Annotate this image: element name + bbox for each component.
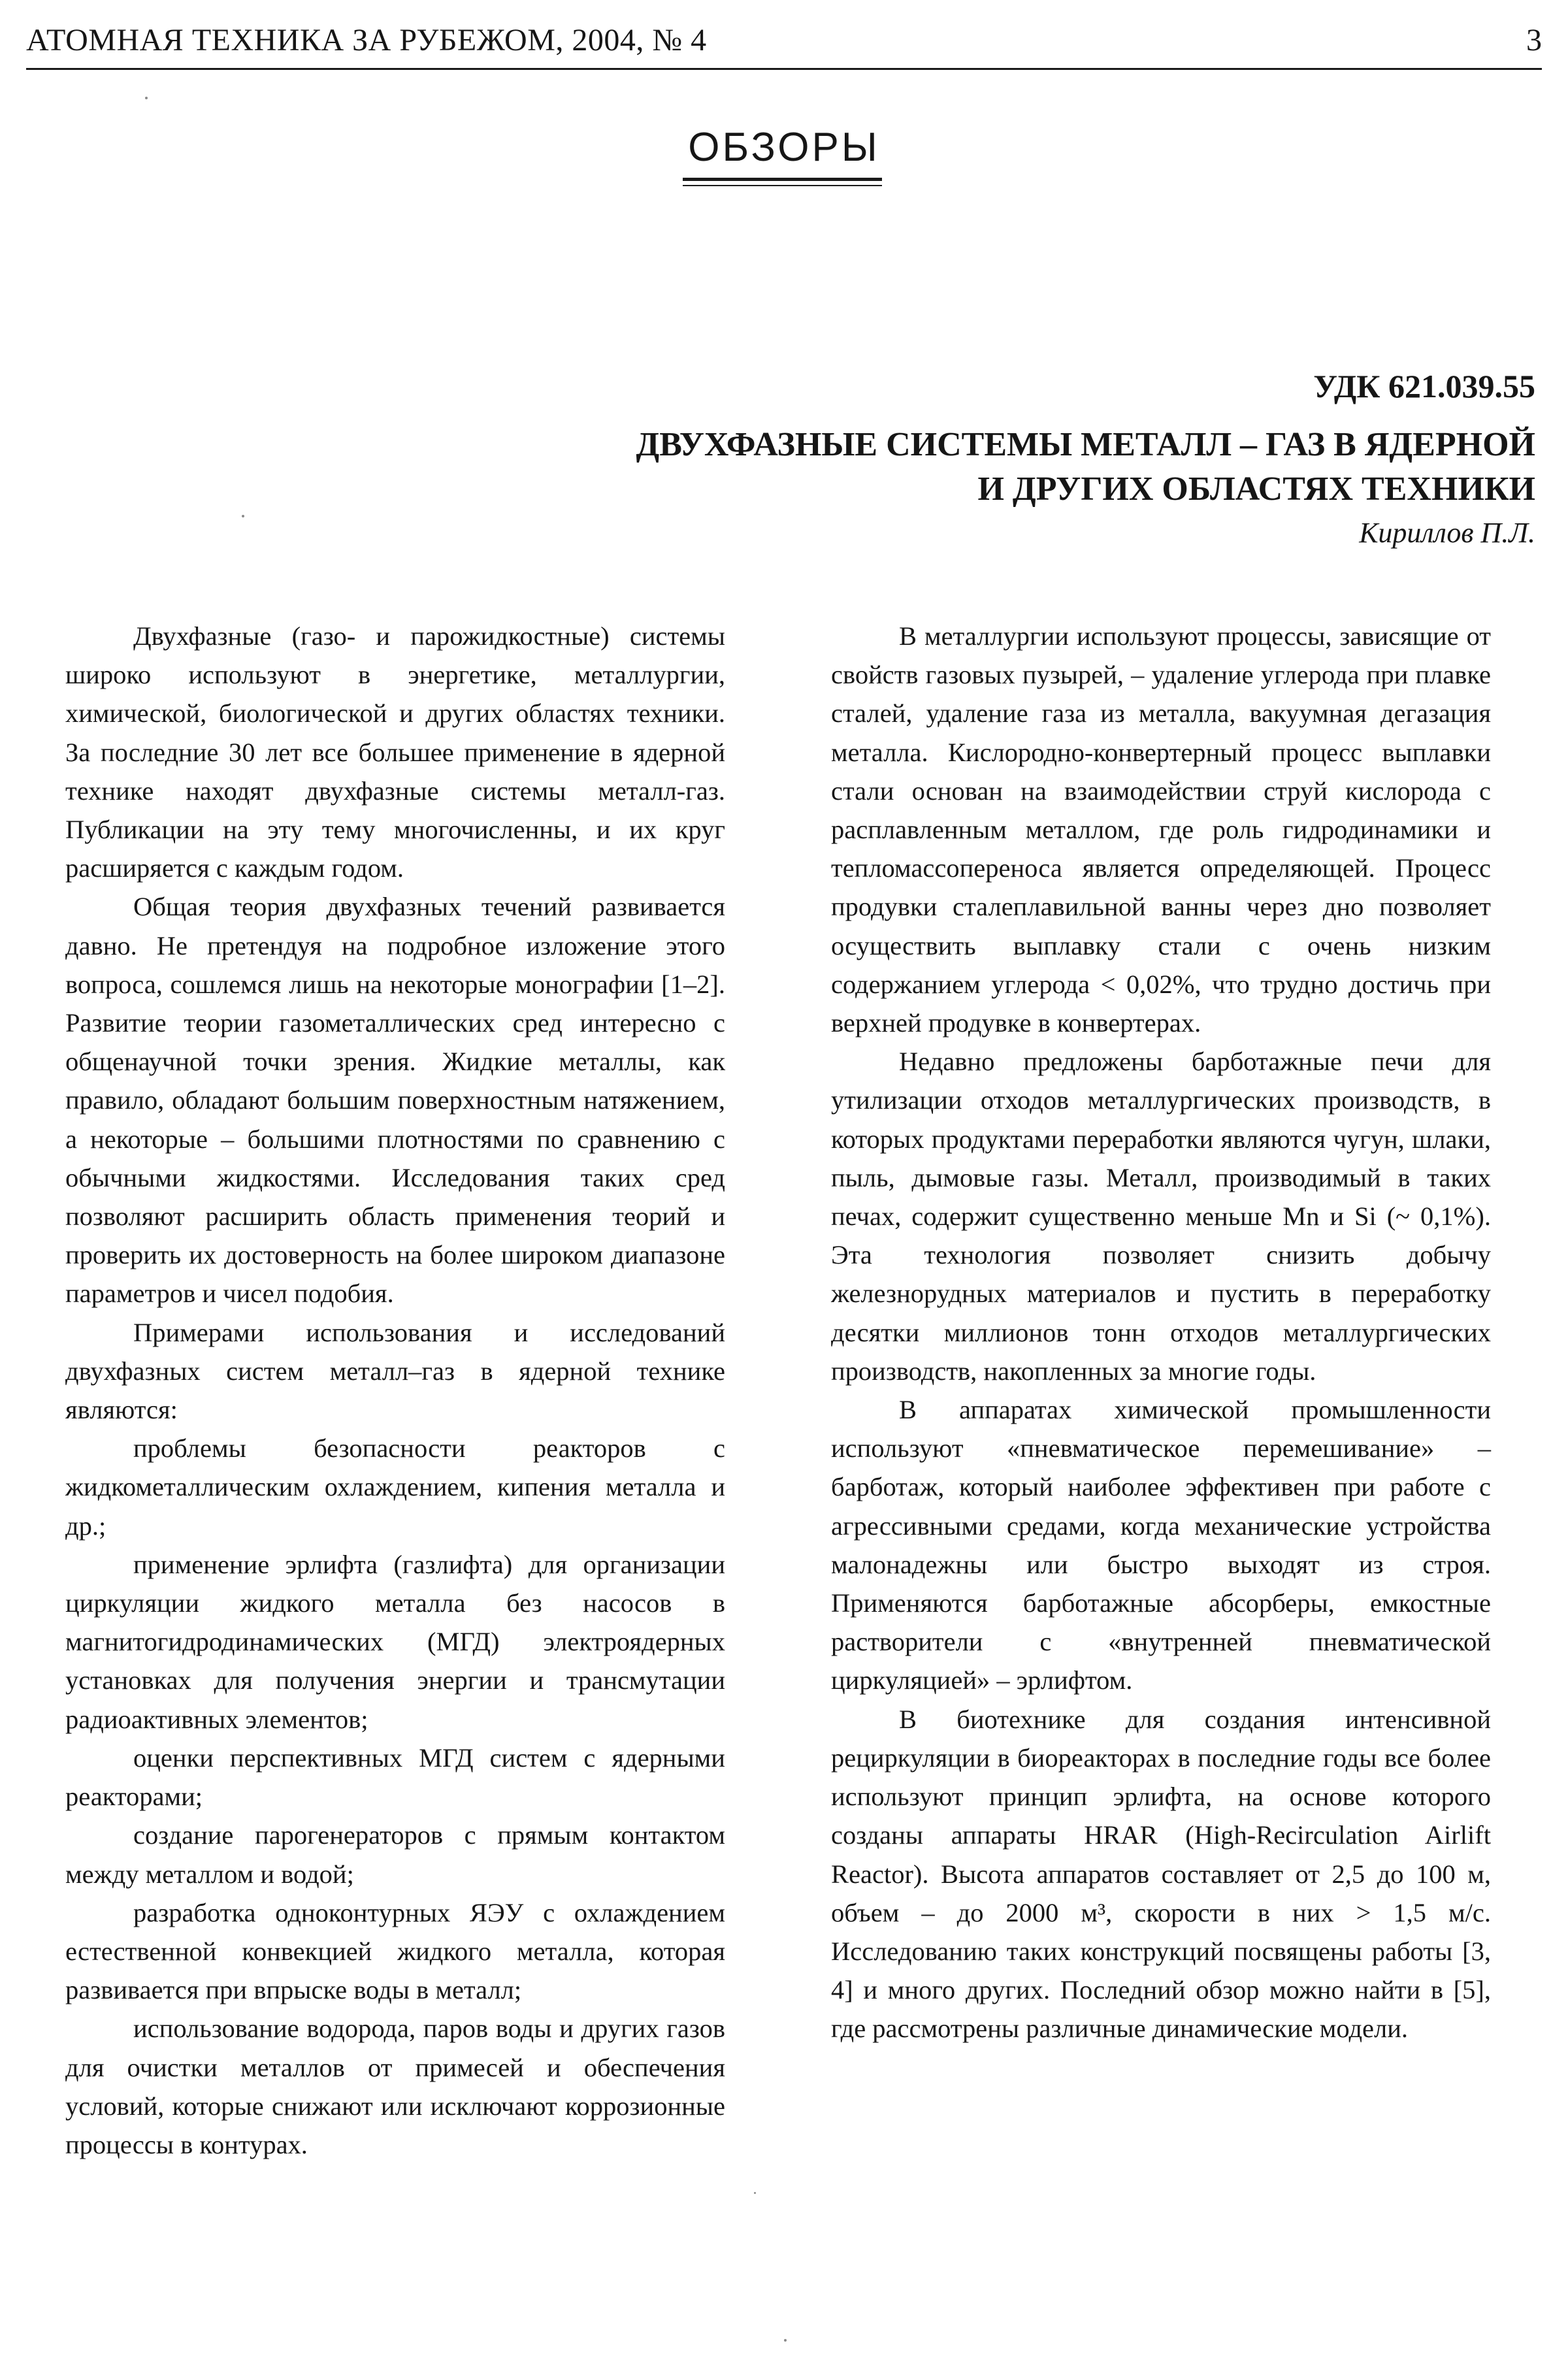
section-underline-thin (683, 185, 882, 186)
page-number: 3 (1526, 23, 1542, 57)
paragraph: В аппаратах химической промышленности используют «пневматическое перемешивание» – барботаж, который наиболее эффективен при работе с агрессивными средами, когда механические устройства малонадежны или быстро выходят из строя. Применяются барботажные абсорберы, емкостные растворители с «внутренней пневматической циркуляцией» – эрлифтом. (831, 1395, 1491, 1695)
section-underline (683, 178, 882, 181)
running-header (26, 18, 1542, 70)
article-title (425, 423, 1535, 512)
list-item: применение эрлифта (газлифта) для организации циркуляции жидкого металла без насосов в магнитогидродинамических (МГД) электроядерных установках для получения энергии и трансмутации радиоактивных элементов; (65, 1549, 725, 1734)
list-item: проблемы безопасности реакторов с жидкометаллическим охлаждением, кипения металла и др.; (65, 1433, 725, 1541)
article-title-line: И ДРУГИХ ОБЛАСТЯХ ТЕХНИКИ (977, 470, 1535, 508)
paragraph: Недавно предложены барботажные печи для утилизации отходов металлургических производств, в которых продуктами переработки являются чугун, шлаки, пыль, дымовые газы. Металл, производимый в таких печах, содержит существенно меньше Mn и Si (~ 0,1%). Эта технология позволяет снизить добычу железнорудных материалов и пустить в переработку десятки миллионов тонн отходов металлургических производств, накопленных за многие годы. (831, 1047, 1491, 1386)
list-item: использование водорода, паров воды и других газов для очистки металлов от примесей и обеспечения условий, которые снижают или исключают коррозионные процессы в контурах. (65, 2014, 725, 2159)
scan-speck (242, 515, 244, 517)
paragraph: Общая теория двухфазных течений развивается давно. Не претендуя на подробное изложение этого вопроса, сошлемся лишь на некоторые монографии [1–2]. Развитие теории газометаллических сред интересно с общенаучной точки зрения. Жидкие металлы, как правило, обладают большим поверхностным натяжением, а некоторые – большими плотностями по сравнению с обычными жидкостями. Исследования таких сред позволяют расширить область применения теорий и проверить их достоверность на более широком диапазоне параметров и чисел подобия. (65, 892, 725, 1309)
author-name: Кириллов П.Л. (1359, 517, 1535, 549)
list-item: разработка одноконтурных ЯЭУ с охлаждением естественной конвекцией жидкого металла, которая развивается при впрыске воды в металл; (65, 1897, 725, 2005)
paragraph: В металлургии используют процессы, зависящие от свойств газовых пузырей, – удаление углерода при плавке сталей, удаление газа из металла, вакуумная дегазация металла. Кислородно-конвертерный процесс выплавки стали основан на взаимодействии струй кислорода с расплавленным металлом, где роль гидродинамики и тепломассопереноса является определяющей. Процесс продувки сталеплавильной ванны через дно позволяет осуществить выплавку стали с очень низким содержанием углерода < 0,02%, что трудно достичь при верхней продувке в конвертерах. (831, 621, 1491, 1038)
article-title-line: ДВУХФАЗНЫЕ СИСТЕМЫ МЕТАЛЛ – ГАЗ В ЯДЕРНОЙ (636, 426, 1535, 463)
left-column (65, 617, 725, 2164)
paragraph: Примерами использования и исследований двухфазных систем металл–газ в ядерной технике являются: (65, 1317, 725, 1425)
scan-speck (145, 97, 148, 99)
scan-speck (784, 2339, 787, 2342)
udc-code: УДК 621.039.55 (1313, 368, 1535, 404)
paragraph: В биотехнике для создания интенсивной рециркуляции в биореакторах в последние годы все более используют принцип эрлифта, на основе которого созданы аппараты HRAR (High-Recirculation Airlift Reactor). Высота аппаратов составляет от 2,5 до 100 м, объем – до 2000 м³, скорости в них > 1,5 м/с. Исследованию таких конструкций посвящены работы [3, 4] и много других. Последний обзор можно найти в [5], где рассмотрены различные динамические модели. (831, 1704, 1491, 2044)
scan-speck (754, 2192, 756, 2194)
list-item: оценки перспективных МГД систем с ядерными реакторами; (65, 1742, 725, 1812)
list-item: создание парогенераторов с прямым контактом между металлом и водой; (65, 1820, 725, 1889)
journal-title: АТОМНАЯ ТЕХНИКА ЗА РУБЕЖОМ, 2004, № 4 (26, 23, 707, 57)
paragraph: Двухфазные (газо- и парожидкостные) системы широко используют в энергетике, металлургии, химической, биологической и других областях техники. За последние 30 лет все большее применение в ядерной технике находят двухфазные системы металл-газ. Публикации на эту тему многочисленны, и их круг расширяется с каждым годом. (65, 621, 725, 883)
right-column (831, 617, 1491, 2048)
section-heading: ОБЗОРЫ (688, 125, 880, 170)
